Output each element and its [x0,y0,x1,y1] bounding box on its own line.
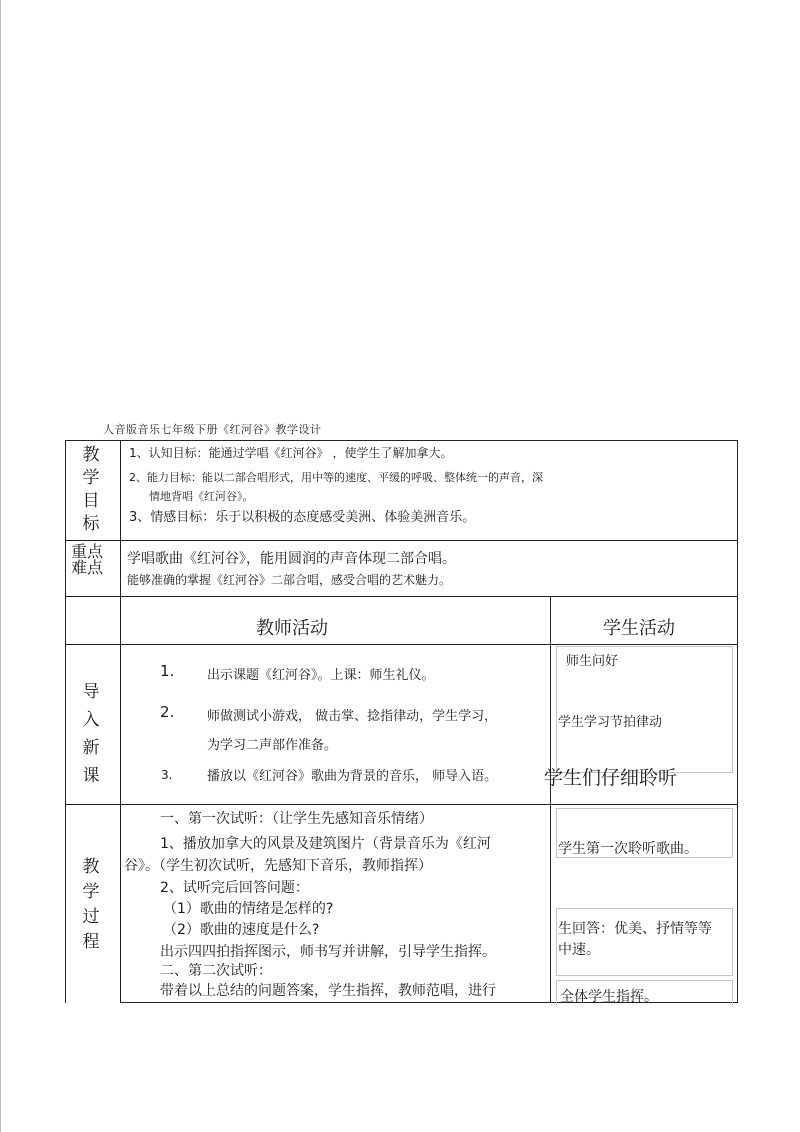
difficulty-text: 能够准确的掌握《红河谷》二部合唱，感受合唱的艺术魅力。 [127,573,452,587]
table-label-column-divider [120,440,121,1003]
table-row-divider [65,596,737,597]
student-intro-greeting: 师生问好 [566,654,619,669]
student-answer-line: 中速。 [558,942,600,958]
table-border-right [737,440,738,1003]
intro-step-text: 播放以《红河谷》歌曲为背景的音乐， 师导入语。 [207,769,498,784]
objectives-label: 教 学 目 标 [82,445,100,534]
process-line: 一、第一次试听：（让学生先感知音乐情绪） [160,811,433,827]
student-process-listen: 学生第一次聆听歌曲。 [558,841,698,857]
page-edge [0,0,1,1132]
table-row-divider [65,540,737,541]
objective-ability-continued: 情地背唱《红河谷》。 [149,490,254,503]
intro-step-text: 出示课题《红河谷》。上课：师生礼仪。 [207,668,435,683]
process-line: 1、播放加拿大的风景及建筑图片（背景音乐为《红河 [160,836,491,852]
table-border-left [65,440,66,1003]
table-row-divider [65,804,737,805]
process-line: 出示四四拍指挥图示，师书写并讲解，引导学生指挥。 [160,944,496,960]
process-line: 谷》。（学生初次试听，先感知下音乐，教师指挥） [124,858,432,874]
process-line: 2、试听完后回答问题： [160,880,309,896]
table-row-divider [65,644,737,645]
process-line: 二、第二次试听： [160,963,272,979]
intro-step-text-continued: 为学习二声部作准备。 [207,738,338,753]
process-line: 带着以上总结的问题答案，学生指挥，教师范唱，进行 [160,983,496,999]
objective-emotional: 3、情感目标：乐于以积极的态度感受美洲、体验美洲音乐。 [129,510,476,525]
intro-label: 导 入 新 课 [82,682,100,786]
student-intro-listening: 学生们仔细聆听 [544,767,678,789]
document-title: 人音版音乐七年级下册《红河谷》教学设计 [103,423,322,436]
student-intro-rhythm: 学生学习节拍律动 [558,715,663,730]
intro-step-number: 1. [160,662,175,680]
process-line: （1）歌曲的情绪是怎样的? [163,901,334,917]
student-activity-header: 学生活动 [603,618,675,639]
intro-step-number: 3. [161,768,173,782]
student-conduct: 全体学生指挥。 [560,989,658,1005]
intro-step-text: 师做测试小游戏， 做击掌、捻指律动，学生学习， [207,709,498,724]
process-line: （2）歌曲的速度是什么? [163,922,320,938]
process-label: 教 学 过 程 [82,857,100,952]
key-point-text: 学唱歌曲《红河谷》，能用圆润的声音体现二部合唱。 [127,551,456,567]
table-border-top [65,440,737,441]
table-column-divider [550,596,551,1003]
teacher-activity-header: 教师活动 [256,618,328,639]
student-answer-line: 生回答：优美、抒情等等 [558,921,712,937]
key-points-label: 重点 难点 [71,542,104,577]
objective-ability: 2、能力目标：能以二部合唱形式，用中等的速度、平缓的呼吸、整体统一的声音，深 [129,471,543,484]
objective-cognitive: 1、认知目标：能通过学唱《红河谷》 ，使学生了解加拿大。 [129,446,453,460]
intro-step-number: 2. [160,703,175,721]
